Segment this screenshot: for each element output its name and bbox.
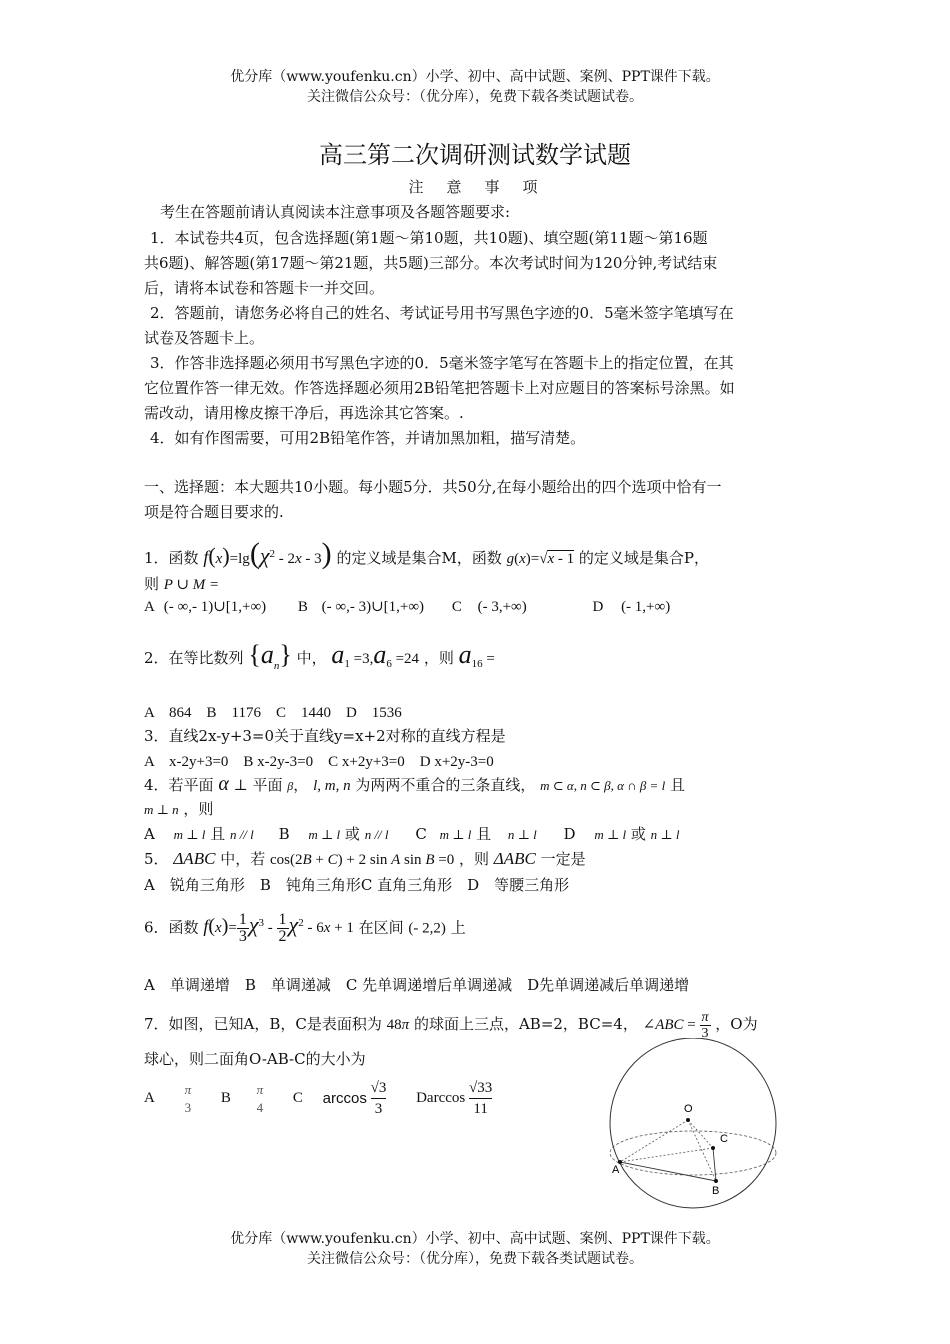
q1-formula-union: P ∪ M = xyxy=(163,577,220,593)
q1-option-d-label: D xyxy=(592,599,604,615)
segment-ab xyxy=(620,1162,716,1181)
q6-mid: 在区间 xyxy=(358,918,404,937)
q1-option-c-label: C xyxy=(451,599,462,615)
q4-condition: m ⊂ α, n ⊂ β, α ∩ β = l xyxy=(540,778,666,793)
q1-option-c: (- 3,+∞) xyxy=(477,599,527,615)
q4-option-b-math-1: m ⊥ l xyxy=(308,827,341,842)
notice-item-2-line-1: 2．答题前，请您务必将自己的姓名、考试证号用书写黑色字迹的0．5毫米签字笔填写在 xyxy=(150,304,734,322)
section-1-line-2: 项是符合题目要求的. xyxy=(144,503,284,521)
q4-option-a-label: A xyxy=(144,825,155,843)
notice-item-3-line-1: 3．作答非选择题必须用书写黑色字迹的0．5毫米签字笔写在答题卡上的指定位置，在其 xyxy=(150,354,734,372)
q4-option-c-math-1: m ⊥ l xyxy=(439,827,472,842)
question-5-options: A 锐角三角形 B 钝角三角形C 直角三角形 D 等腰三角形 xyxy=(144,876,570,894)
section-1-line-1: 一、选择题：本大题共10小题。每小题5分．共50分,在每小题给出的四个选项中恰有一 xyxy=(144,478,722,496)
q4-option-a-math-2: n // l xyxy=(229,827,254,842)
header-line-1: 优分库（www.youfenku.cn）小学、初中、高中试题、案例、PPT课件下载。 xyxy=(230,69,720,85)
q5-triangle-2: ΔABC xyxy=(493,849,536,868)
q4-option-b-txt: 或 xyxy=(344,825,360,843)
q4-post: 且 xyxy=(669,776,685,794)
q1-formula-f: $f(x)=\lg(\chi^2 - 2x - 3)$ xyxy=(203,537,332,570)
question-1-line-1 xyxy=(144,537,709,571)
q4-option-c-math-2: n ⊥ l xyxy=(507,827,537,842)
q4-beta: β xyxy=(287,779,294,793)
segment-oc xyxy=(688,1120,713,1148)
point-o xyxy=(686,1118,690,1122)
q4-option-b-math-2: n // l xyxy=(364,827,389,842)
q1-option-b-label: B xyxy=(297,599,308,615)
q2-pre: 2．在等比数列 xyxy=(144,649,244,667)
footer-line-2: 关注微信公众号：（优分库），免费下载各类试题试卷。 xyxy=(307,1251,643,1267)
q7-angle: ∠ABC = $\frac{\pi}{3}$ xyxy=(642,1010,709,1041)
q4-option-a-txt: 且 xyxy=(210,825,226,843)
q1-mid: 的定义域是集合M，函数 xyxy=(336,549,502,567)
q7-pre: 7．如图，已知A，B，C是表面积为 xyxy=(144,1014,382,1033)
q6-interval: (- 2,2) xyxy=(408,920,446,937)
question-6 xyxy=(144,912,466,945)
page-title: 高三第二次调研测试数学试题 xyxy=(319,141,631,169)
notice-item-1-line-2: 共6题)、解答题(第17题～第21题，共5题)三部分。本次考试时间为120分钟,考试结束 xyxy=(144,254,718,272)
q5-post: 一定是 xyxy=(540,850,586,868)
segment-ob xyxy=(688,1120,716,1181)
point-c xyxy=(711,1146,715,1150)
question-4-options xyxy=(144,823,679,844)
q4-option-a-math-1: m ⊥ l xyxy=(173,827,206,842)
q1-pre: 1．函数 xyxy=(144,549,199,567)
q5-formula: cos(2B + C) + 2 sin A sin B =0 xyxy=(270,852,455,868)
notice-item-4: 4．如有作图需要，可用2B铅笔作答，并请加黑加粗，描写清楚。 xyxy=(150,429,586,447)
notice-item-1-line-3: 后，请将本试卷和答题卡一并交回。 xyxy=(144,279,385,297)
q2-formula-target: $a_{16}$ = xyxy=(458,640,495,670)
q7-option-b-label: B xyxy=(220,1090,231,1106)
q1-option-b: (- ∞,- 3)∪[1,+∞) xyxy=(321,599,425,615)
q7-option-a: π 3 xyxy=(184,1081,192,1115)
question-6-options: A 单调递增 B 单调递减 C 先单调递增后单调递减 D先单调递减后单调递增 xyxy=(144,976,690,994)
q4-mid-2: 为两两不重合的三条直线， xyxy=(355,776,536,794)
footer-line-1: 优分库（www.youfenku.cn）小学、初中、高中试题、案例、PPT课件下载。 xyxy=(230,1231,720,1247)
q7-option-d-label: D xyxy=(416,1090,427,1106)
sphere-figure xyxy=(600,1038,790,1210)
q4-perp: ⊥ xyxy=(233,778,248,794)
question-7-options xyxy=(144,1078,492,1119)
label-a: A xyxy=(612,1164,620,1176)
question-7-line-2: 球心，则二面角O-AB-C的大小为 xyxy=(144,1050,366,1068)
question-1-line-2 xyxy=(144,573,219,594)
notice-item-1-line-1: 1．本试卷共4页，包含选择题(第1题～第10题，共10题)、填空题(第11题～第16题 xyxy=(150,229,708,247)
q1-line-2-text: 则 xyxy=(144,575,160,593)
q4-mid-1: 平面 xyxy=(252,776,283,794)
q7-option-c: $\frac{√3}{3}$ xyxy=(370,1080,387,1117)
q7-post: ，O为 xyxy=(715,1014,758,1033)
question-3: 3．直线2x-y+3=0关于直线y=x+2对称的直线方程是 xyxy=(144,727,506,745)
q2-formula-terms: $a_1 =3,a_6 =24$ xyxy=(331,640,420,670)
q4-pre: 4．若平面 xyxy=(144,776,214,794)
q1-option-d: (- 1,+∞) xyxy=(621,599,671,615)
q7-option-c-arccos: arccos xyxy=(322,1090,367,1107)
q4-option-c-label: C xyxy=(415,825,427,843)
q4-option-c-txt: 且 xyxy=(476,825,492,843)
notice-item-3-line-3: 需改动，请用橡皮擦干净后，再选涂其它答案。. xyxy=(144,404,464,422)
q4-line-2-post: ，则 xyxy=(183,800,214,818)
q4-m-perp-n: m ⊥ n xyxy=(144,802,179,817)
label-b: B xyxy=(712,1185,720,1197)
q2-formula-seq: $\{a_n\}$ xyxy=(248,640,292,673)
q7-option-b: π 4 xyxy=(256,1081,264,1115)
q1-post: 的定义域是集合P， xyxy=(578,549,710,567)
q4-option-d-label: D xyxy=(563,825,576,843)
notice-item-3-line-2: 它位置作答一律无效。作答选择题必须用2B铅笔把答题卡上对应题目的答案标号涂黑。如 xyxy=(144,379,735,397)
q1-option-a: (- ∞,- 1)∪[1,+∞) xyxy=(163,599,267,615)
q7-mid: 的球面上三点，AB=2，BC=4， xyxy=(413,1014,638,1033)
q7-area: 48π xyxy=(386,1016,410,1033)
q4-option-d-math-2: n ⊥ l xyxy=(650,827,680,842)
segment-ac xyxy=(620,1148,713,1162)
q4-option-d-txt: 或 xyxy=(630,825,646,843)
q7-option-d: $\frac{√33}{11}$ xyxy=(468,1080,493,1117)
label-c: C xyxy=(720,1133,728,1145)
q4-option-d-math-1: m ⊥ l xyxy=(594,827,627,842)
q5-mid-1: 中，若 xyxy=(220,850,266,868)
notice-heading: 注 意 事 项 xyxy=(408,178,542,196)
question-2 xyxy=(144,640,495,672)
q2-mid: 中， xyxy=(296,649,327,667)
q5-triangle-1: ΔABC xyxy=(173,849,216,868)
header-line-2: 关注微信公众号：（优分库），免费下载各类试题试卷。 xyxy=(307,89,643,105)
question-5 xyxy=(144,848,586,869)
question-4-line-1: 4．若平面 α ⊥ 平面 β， l, m, n 为两两不重合的三条直线， m ⊂ α, n ⊂ β, α ∩ β = l 且 xyxy=(144,773,685,795)
q5-pre: 5． xyxy=(144,850,169,868)
segment-oa xyxy=(620,1120,688,1162)
q6-formula: f(x)= $\frac{1}{3}$ $\chi^3$ - $\frac{1}{2}$ $\chi^2 - 6x + 1$ xyxy=(203,911,354,946)
q2-post: ，则 xyxy=(423,649,454,667)
sphere-equator xyxy=(610,1131,776,1175)
question-2-options: A 864 B 1176 C 1440 D 1536 xyxy=(144,705,402,721)
question-7-line-1 xyxy=(144,1010,758,1041)
sphere-outline xyxy=(610,1038,776,1208)
q1-option-a-label: A xyxy=(144,599,155,615)
q4-lines: l, m, n xyxy=(313,778,351,794)
question-3-options: A x-2y+3=0 B x-2y-3=0 C x+2y+3=0 D x+2y-3=0 xyxy=(144,754,494,770)
label-o: O xyxy=(684,1103,693,1115)
q7-option-c-label: C xyxy=(292,1090,303,1106)
notice-item-2-line-2: 试卷及答题卡上。 xyxy=(144,329,265,347)
q6-post: 上 xyxy=(450,918,466,937)
q7-option-d-arccos: arccos xyxy=(426,1090,466,1106)
q1-formula-g: g(x)=√x - 1 xyxy=(506,551,575,567)
point-b xyxy=(714,1179,718,1183)
question-1-options xyxy=(144,597,670,616)
q7-option-a-label: A xyxy=(144,1090,155,1106)
notice-intro: 考生在答题前请认真阅读本注意事项及各题答题要求: xyxy=(160,203,511,221)
q4-alpha: α xyxy=(218,773,229,795)
q4-option-b-label: B xyxy=(278,825,290,843)
q6-pre: 6．函数 xyxy=(144,918,199,937)
q5-mid-2: ，则 xyxy=(458,850,489,868)
question-4-line-2 xyxy=(144,798,213,819)
